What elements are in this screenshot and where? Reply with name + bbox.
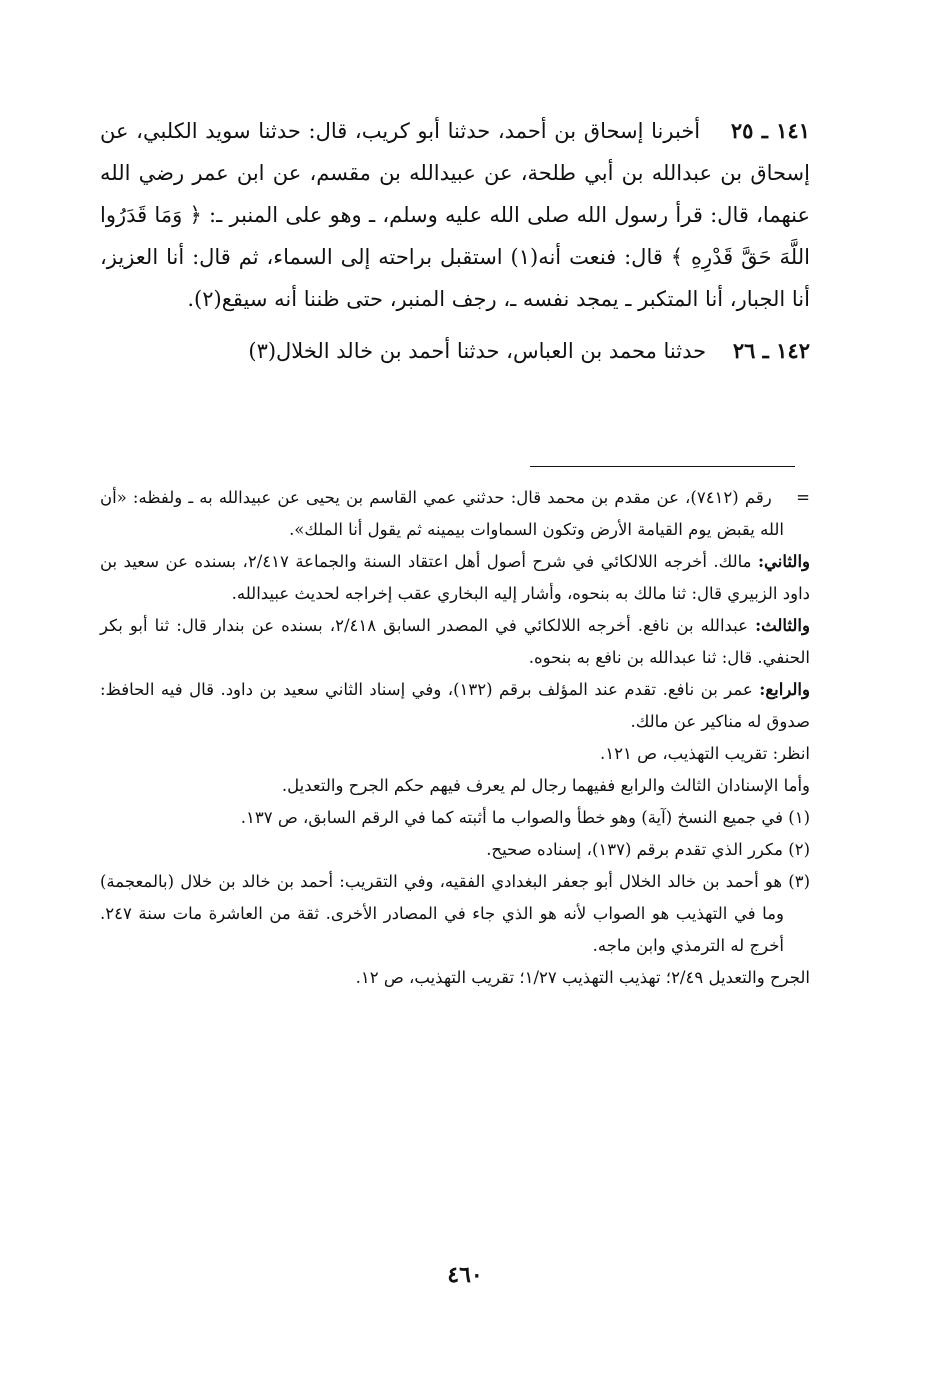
paragraph-lead: والثاني: — [757, 552, 810, 571]
footnote-paragraph-fourth — [100, 674, 810, 738]
page-number: ٤٦٠ — [447, 1262, 483, 1288]
footnote-text: عبدالله بن نافع. أخرجه اللالكائي في المصدر السابق ٢/٤١٨، بسنده عن بندار قال: ثنا أبو بكر الحنفي. قال: ثنا عبدالله بن نافع به بنحوه. — [100, 616, 810, 667]
footnote-continuation — [100, 482, 810, 546]
footnote-divider — [530, 466, 795, 467]
footnote-conclusion: وأما الإسنادان الثالث والرابع ففيهما رجال لم يعرف فيهم حكم الجرح والتعديل. — [281, 776, 810, 795]
footnote-text: مالك. أخرجه اللالكائي في شرح أصول أهل اعتقاد السنة والجماعة ٢/٤١٧، بسنده عن سعيد بن داود الزبيري قال: ثنا مالك به بنحوه، وأشار إليه البخاري عقب إخراجه لحديث عبيدالله. — [100, 552, 810, 603]
footnote-1: (١) في جميع النسخ (آية) وهو خطأ والصواب ما أثبته كما في الرقم السابق، ص ١٣٧. — [240, 808, 810, 827]
hadith-141 — [100, 110, 810, 320]
footnote-2: (٢) مكرر الذي تقدم برقم (١٣٧)، إسناده صحيح. — [486, 840, 810, 859]
footnote-3-references: الجرح والتعديل ٢/٤٩؛ تهذيب التهذيب ١/٢٧؛ تقريب التهذيب، ص ١٢. — [355, 968, 810, 987]
continuation-marker: = — [796, 488, 810, 507]
footnote-text: عمر بن نافع. تقدم عند المؤلف برقم (١٣٢)، وفي إسناد الثاني سعيد بن داود. قال فيه الحافظ: صدوق له مناكير عن مالك. — [100, 680, 810, 731]
hadith-number: ١٤١ ـ ٢٥ — [730, 118, 810, 143]
hadith-text: أخبرنا إسحاق بن أحمد، حدثنا أبو كريب، قال: حدثنا سويد الكلبي، عن إسحاق بن عبدالله بن أبي طلحة، عن عبيدالله بن مقسم، عن ابن عمر رضي الله عنهما، قال: قرأ رسول الله صلى الله عليه وسلم، ـ وهو على المنبر ـ: ﴿ وَمَا قَدَرُوا اللَّهَ حَقَّ قَدْرِهِ ﴾ قال: فنعت أنه(١) استقبل براحته إلى السماء، ثم قال: أنا العزيز، أنا الجبار، أنا المتكبر ـ يمجد نفسه ـ، رجف المنبر، حتى ظننا أنه سيقع(٢). — [100, 119, 810, 311]
paragraph-lead: والرابع: — [759, 680, 810, 699]
footnote-see-also: انظر: تقريب التهذيب، ص ١٢١. — [600, 744, 810, 763]
hadith-text: حدثنا محمد بن العباس، حدثنا أحمد بن خالد الخلال(٣) — [248, 339, 707, 363]
footnote-3: (٣) هو أحمد بن خالد الخلال أبو جعفر البغدادي الفقيه، وفي التقريب: أحمد بن خالد بن خلال (بالمعجمة) وما في التهذيب هو الصواب لأنه هو الذي جاء في المصادر الأخرى. ثقة من العاشرة مات سنة ٢٤٧. أخرج له الترمذي وابن ماجه. — [100, 872, 810, 955]
paragraph-lead: والثالث: — [755, 616, 810, 635]
footnote-text: رقم (٧٤١٢)، عن مقدم بن محمد قال: حدثني عمي القاسم بن يحيى عن عبيدالله به ـ ولفظه: «أن الله يقبض يوم القيامة الأرض وتكون السماوات بيمينه ثم يقول أنا الملك». — [100, 488, 784, 539]
hadith-number: ١٤٢ ـ ٢٦ — [732, 338, 810, 363]
footnote-paragraph-second — [100, 546, 810, 610]
footnote-paragraph-third — [100, 610, 810, 674]
main-text — [100, 110, 810, 382]
hadith-142 — [100, 330, 810, 372]
footnotes — [100, 482, 810, 994]
